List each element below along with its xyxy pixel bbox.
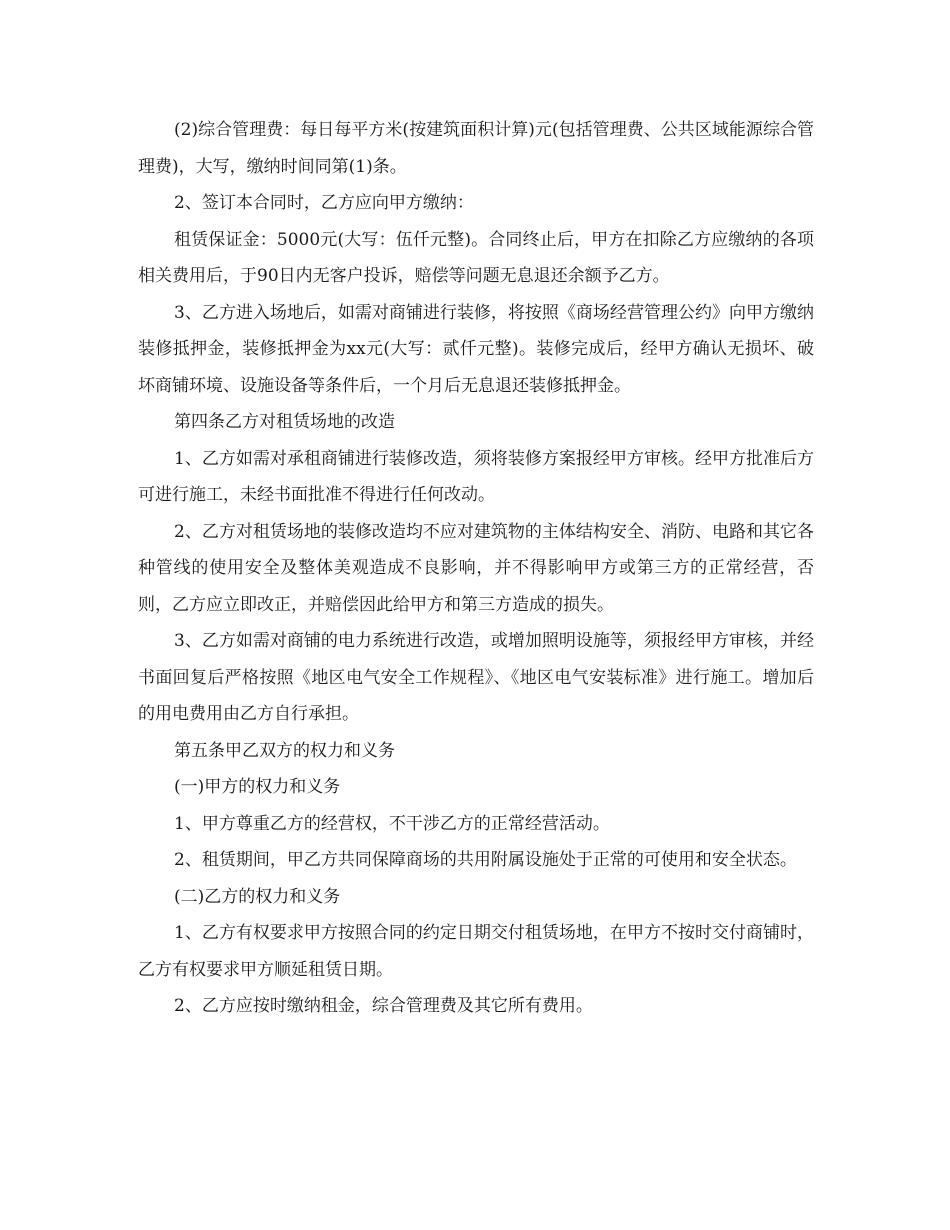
party-b-rights-heading: (二)乙方的权力和义务 — [174, 886, 341, 907]
paragraph-renovation-safety: 2、乙方对租赁场地的装修改造均不应对建筑物的主体结构安全、消防、电路和其它各种管线的使用安全及整体美观造成不良影响，并不得影响甲方或第三方的正常经营，否则，乙方应立即改正，并赔偿因此给甲方和第三方造成的损失。 — [138, 521, 814, 615]
article-five-heading: 第五条甲乙双方的权力和义务 — [174, 740, 395, 761]
paragraph-party-a-respect: 1、甲方尊重乙方的经营权，不干涉乙方的正常经营活动。 — [174, 813, 610, 834]
paragraph-management-fee: (2)综合管理费：每日每平方米(按建筑面积计算)元(包括管理费、公共区域能源综合管理费)，大写，缴纳时间同第(1)条。 — [138, 120, 814, 177]
paragraph-delivery-date: 1、乙方有权要求甲方按照合同的约定日期交付租赁场地，在甲方不按时交付商铺时，乙方有权要求甲方顺延租赁日期。 — [138, 923, 814, 980]
paragraph-renovation-approval: 1、乙方如需对承租商铺进行装修改造，须将装修方案报经甲方审核。经甲方批准后方可进行施工，未经书面批准不得进行任何改动。 — [138, 448, 814, 505]
paragraph-shared-facilities: 2、租赁期间，甲乙方共同保障商场的共用附属设施处于正常的可使用和安全状态。 — [174, 850, 797, 870]
paragraph-renovation-deposit: 3、乙方进入场地后，如需对商铺进行装修，将按照《商场经营管理公约》向甲方缴纳装修抵押金，装修抵押金为xx元(大写：贰仟元整)。装修完成后，经甲方确认无损坏、破坏商铺环境、设施设备等条件后，一个月后无息退还装修抵押金。 — [138, 302, 814, 396]
document-body — [138, 112, 814, 1025]
party-a-rights-heading: (一)甲方的权力和义务 — [174, 777, 341, 797]
paragraph-electrical-modification: 3、乙方如需对商铺的电力系统进行改造，或增加照明设施等，须报经甲方审核，并经书面回复后严格按照《地区电气安全工作规程》、《地区电气安装标准》进行施工。增加后的用电费用由乙方自行承担。 — [138, 631, 814, 724]
paragraph-lease-deposit: 租赁保证金：5000元(大写：伍仟元整)。合同终止后，甲方在扣除乙方应缴纳的各项相关费用后，于90日内无客户投诉，赔偿等问题无息退还余额予乙方。 — [138, 229, 814, 286]
paragraph-timely-payment: 2、乙方应按时缴纳租金，综合管理费及其它所有费用。 — [174, 996, 593, 1016]
article-four-heading: 第四条乙方对租赁场地的改造 — [174, 412, 395, 432]
paragraph-signing-payment: 2、签订本合同时，乙方应向甲方缴纳： — [174, 193, 474, 213]
